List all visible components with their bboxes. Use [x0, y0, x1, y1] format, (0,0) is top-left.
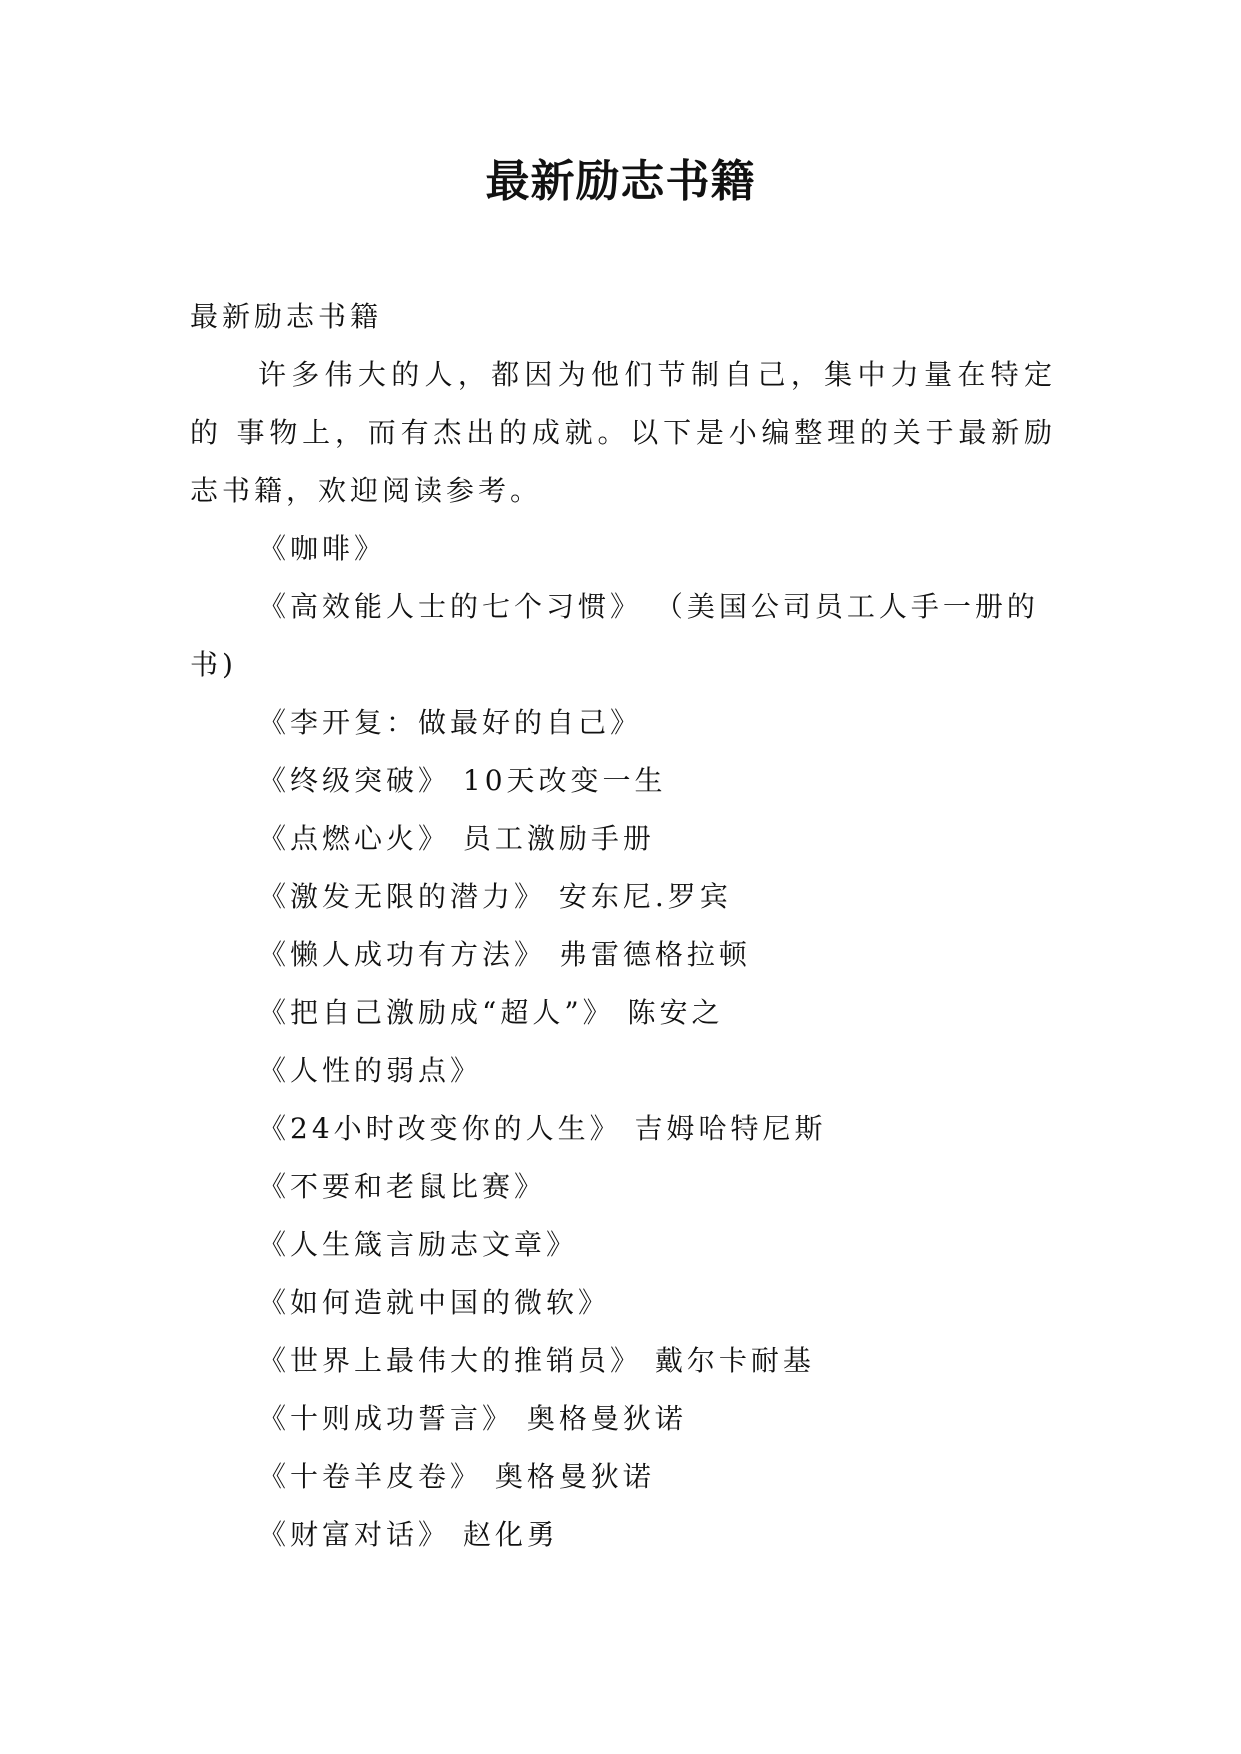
book-item-4: 《终级突破》 10天改变一生	[258, 764, 667, 797]
book-item-10: 《24小时改变你的人生》 吉姆哈特尼斯	[258, 1112, 827, 1145]
book-item-2: 《高效能人士的七个习惯》 （美国公司员工人手一册的书)	[190, 590, 1039, 681]
intro-paragraph: 许多伟大的人，都因为他们节制自己，集中力量在特定的 事物上，而有杰出的成就。以下是小编整理的关于最新励志书籍，欢迎阅读参考。	[190, 358, 1056, 507]
book-item-15: 《十则成功誓言》 奥格曼狄诺	[258, 1402, 687, 1435]
book-item-9: 《人性的弱点》	[258, 1054, 483, 1087]
book-item-6: 《激发无限的潜力》 安东尼.罗宾	[258, 880, 732, 913]
book-item-13: 《如何造就中国的微软》	[258, 1286, 611, 1319]
book-item-7: 《懒人成功有方法》 弗雷德格拉顿	[258, 938, 751, 971]
section-heading: 最新励志书籍	[190, 300, 383, 333]
book-item-11: 《不要和老鼠比赛》	[258, 1170, 547, 1203]
book-item-12: 《人生箴言励志文章》	[258, 1228, 579, 1261]
book-item-8: 《把自己激励成“超人”》 陈安之	[258, 996, 724, 1029]
book-item-14: 《世界上最伟大的推销员》 戴尔卡耐基	[258, 1344, 815, 1377]
book-item-17: 《财富对话》 赵化勇	[258, 1518, 559, 1551]
document-title: 最新励志书籍	[485, 156, 756, 207]
document-body	[190, 288, 1056, 1564]
book-item-1: 《咖啡》	[258, 532, 387, 565]
book-item-5: 《点燃心火》 员工激励手册	[258, 822, 655, 855]
book-item-3: 《李开复：做最好的自己》	[258, 706, 643, 739]
book-item-16: 《十卷羊皮卷》 奥格曼狄诺	[258, 1460, 655, 1493]
